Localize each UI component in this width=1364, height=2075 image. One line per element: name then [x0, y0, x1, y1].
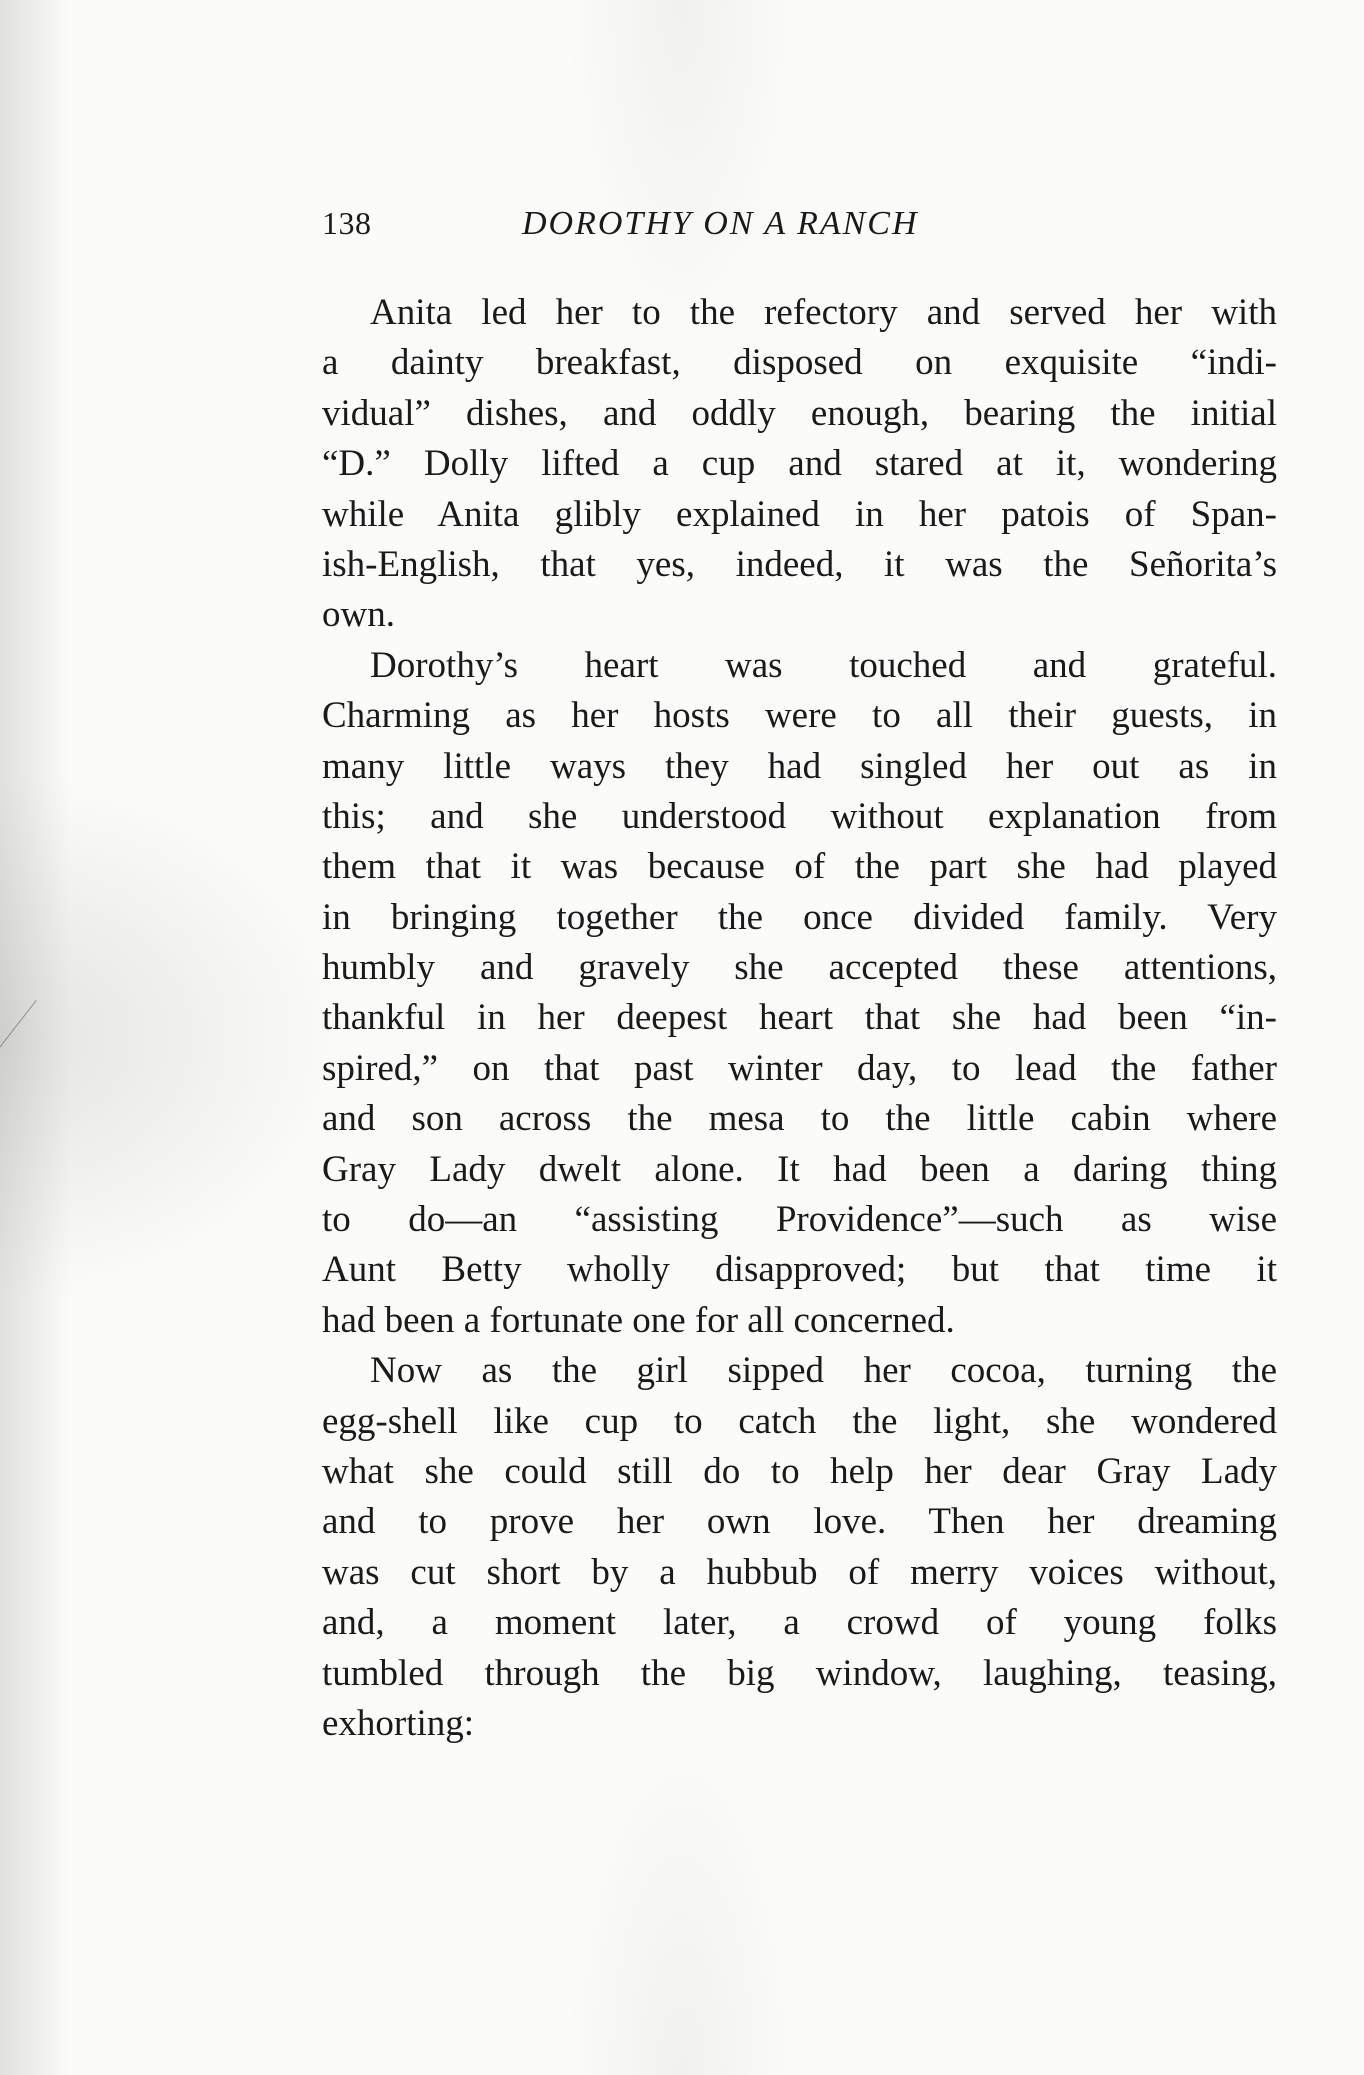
text-line: what she could still do to help her dear Gray Lady [322, 1450, 1277, 1492]
text-line: Now as the girl sipped her cocoa, turning the [370, 1350, 1277, 1392]
text-line: Charming as her hosts were to all their guests, in [322, 695, 1277, 737]
text-line: while Anita glibly explained in her patois of Span- [322, 493, 1277, 535]
text-line: and to prove her own love. Then her dreaming [322, 1501, 1277, 1543]
body-text [322, 288, 1277, 1749]
text-line: exhorting: [322, 1702, 475, 1744]
text-line: and, a moment later, a crowd of young folks [322, 1602, 1277, 1644]
text-line: many little ways they had singled her out as in [322, 745, 1277, 787]
text-line: had been a fortunate one for all concerned. [322, 1299, 955, 1341]
text-line: thankful in her deepest heart that she had been “in- [322, 997, 1277, 1039]
text-line: Dorothy’s heart was touched and grateful. [370, 644, 1277, 686]
text-line: tumbled through the big window, laughing, teasing, [322, 1652, 1277, 1694]
text-line: vidual” dishes, and oddly enough, bearing the initial [322, 392, 1277, 434]
text-line: ish-English, that yes, indeed, it was the Señorita’s [322, 543, 1277, 585]
book-title: DOROTHY ON A RANCH [522, 205, 919, 242]
text-line: “D.” Dolly lifted a cup and stared at it, wondering [322, 443, 1277, 485]
text-line: Gray Lady dwelt alone. It had been a daring thing [322, 1148, 1277, 1190]
text-line: this; and she understood without explanation from [322, 795, 1277, 837]
text-line: own. [322, 594, 395, 636]
text-line: humbly and gravely she accepted these attentions, [322, 947, 1277, 989]
text-line: Anita led her to the refectory and served her with [370, 292, 1277, 333]
text-line: a dainty breakfast, disposed on exquisite “indi- [322, 342, 1277, 384]
text-line: egg-shell like cup to catch the light, she wondered [322, 1400, 1277, 1442]
text-line: spired,” on that past winter day, to lead the father [322, 1047, 1277, 1089]
text-line: them that it was because of the part she had played [322, 846, 1277, 888]
text-line: in bringing together the once divided family. Very [322, 896, 1277, 938]
text-line: to do—an “assisting Providence”—such as wise [322, 1199, 1277, 1241]
text-line: and son across the mesa to the little cabin where [322, 1098, 1277, 1140]
running-head [322, 205, 1282, 265]
page-number: 138 [322, 205, 372, 241]
text-line: was cut short by a hubbub of merry voices without, [322, 1551, 1277, 1593]
text-line: Aunt Betty wholly disapproved; but that time it [322, 1249, 1277, 1291]
